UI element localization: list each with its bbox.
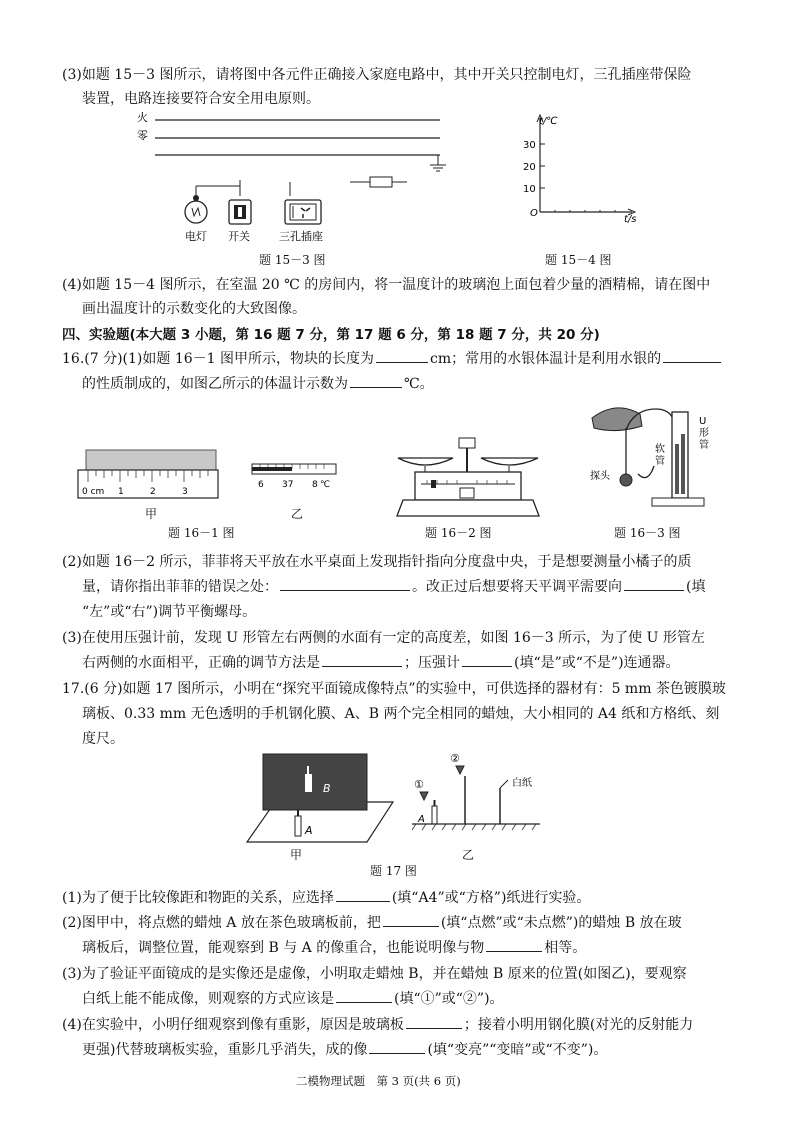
q15-3-line2: 装置，电路连接要符合安全用电原则。: [82, 91, 320, 107]
scale-plate: [460, 488, 474, 498]
probe-label: 探头: [590, 471, 610, 482]
q17-line2: 璃板、0.33 mm 无色透明的手机钢化膜、A、B 两个完全相同的蜡烛，大小相同的 A4 纸和方格纸、刻: [82, 706, 720, 722]
eye-mark-1: ①: [414, 778, 424, 791]
candle-A: [295, 816, 301, 836]
q16-line1: 16.(7 分)(1)如题 16－1 图甲所示，物块的长度为 cm；常用的水银体温计是利用水银的: [62, 348, 723, 368]
thermo-unit: ℃: [320, 480, 331, 490]
u-tube-frame: [672, 412, 688, 498]
fig-16-2-caption: 题 16－2 图: [425, 526, 492, 540]
figure-15-3-circuit: [125, 108, 455, 248]
u-tube-label: [699, 416, 712, 451]
candle-A-side: [432, 806, 437, 824]
answer-blank-thermo[interactable]: [350, 373, 402, 388]
candle-image: [305, 774, 312, 792]
u-label-char-2: 形: [699, 428, 709, 439]
socket-icon: [285, 182, 321, 224]
label-jia-17: 甲: [290, 848, 303, 862]
block: [86, 450, 216, 470]
gauge-base: [652, 498, 704, 506]
answer-blank-adjust[interactable]: [322, 652, 402, 667]
switch-icon: [229, 180, 251, 224]
page-footer: 二模物理试题 第 3 页(共 6 页): [296, 1074, 461, 1088]
mercury-column: [252, 467, 292, 471]
hose-label-char-1: 软: [655, 444, 665, 455]
y-tick-30: 30: [523, 140, 536, 151]
ground-hatching: [412, 824, 536, 830]
q16-line2: 的性质制成的，如图乙所示的体温计示数为 ℃。: [82, 373, 434, 393]
answer-blank-observe[interactable]: [336, 988, 392, 1003]
figure-16-2-balance: [393, 432, 543, 522]
figure-16-1-thermometer: [250, 462, 340, 492]
q15-4-line1: (4)如题 15－4 图所示，在室温 20 ℃ 的房间内，将一温度计的玻璃泡上面包着少量的酒精棉，请在图中: [62, 277, 711, 293]
label-A-side: A: [418, 814, 425, 825]
answer-blank-direction[interactable]: [624, 576, 684, 591]
figure-16-1-ruler: [76, 448, 221, 504]
switch-label: 开关: [228, 230, 250, 243]
white-paper-label: 白纸: [512, 778, 532, 789]
q15-4-line2: 画出温度计的示数变化的大致图像。: [82, 301, 306, 317]
q17-2-line2: 璃板后，调整位置，能观察到 B 与 A 的像重合，也能说明像与物 相等。: [82, 937, 586, 957]
q16-2-line2: 量，请你指出菲菲的错误之处： 。改正过后想要将天平调平需要向 (填: [82, 576, 705, 596]
section-4-heading: 四、实验题(本大题 3 小题，第 16 题 7 分，第 17 题 6 分，第 18 题 7 分，共 20 分): [62, 327, 600, 343]
thermo-tick-6: 6: [258, 480, 264, 490]
fig-15-4-caption: 题 15－4 图: [545, 253, 612, 267]
label-A: A: [305, 824, 313, 837]
left-pan: [398, 458, 453, 465]
q16-3-line1: (3)在使用压强计前，发现 U 形管左右两侧的水面有一定的高度差，如图 16－3 所示，为了使 U 形管左: [62, 630, 705, 646]
hose-label: [655, 442, 668, 467]
u-label-char-3: 管: [699, 440, 709, 451]
fig-16-1-caption: 题 16－1 图: [168, 526, 235, 540]
fig-17-caption: 题 17 图: [370, 864, 417, 878]
figure-17-yi: [410, 750, 550, 834]
figure-16-3-pressure-gauge: [586, 404, 726, 516]
thermo-tick-37: 37: [282, 480, 294, 490]
glass-plate: [263, 754, 367, 810]
q17-line1: 17.(6 分)如题 17 图所示，小明在“探究平面镜成像特点”的实验中，可供选择的器材有：5 mm 茶色镀膜玻: [62, 681, 726, 697]
ruler-tick-3: 3: [182, 487, 188, 497]
answer-blank-connector[interactable]: [462, 652, 512, 667]
q17-1: (1)为了便于比较像距和物距的关系，应选择 (填“A4”或“方格”)纸进行实验。: [62, 887, 590, 907]
answer-blank-mercury[interactable]: [663, 348, 721, 363]
socket-label: 三孔插座: [279, 230, 323, 243]
eye-icon-2: [456, 766, 464, 774]
wire-zero-label: 零: [137, 129, 148, 142]
x-axis-label: t/s: [624, 214, 637, 225]
q17-3-line1: (3)为了验证平面镜成的是实像还是虚像，小明取走蜡烛 B，并在蜡烛 B 原来的位置(如图乙)，要观察: [62, 966, 687, 982]
q16-2-line3: “左”或“右”)调节平衡螺母。: [82, 604, 257, 620]
thermo-tick-8: 8: [312, 480, 318, 490]
ruler-tick-2: 2: [150, 487, 156, 497]
u-tube-right-liquid: [681, 434, 685, 494]
q17-line3: 度尺。: [82, 731, 124, 747]
hand-holding-probe: [592, 408, 642, 431]
answer-blank-size[interactable]: [486, 937, 542, 952]
fig-16-3-caption: 题 16－3 图: [614, 526, 681, 540]
ruler-tick-1: 1: [118, 487, 124, 497]
answer-blank-error[interactable]: [280, 576, 410, 591]
fig-15-3-caption: 题 15－3 图: [259, 253, 326, 267]
figure-17-jia: [245, 752, 395, 844]
u-label-char-1: U: [699, 416, 707, 427]
origin-label: O: [530, 208, 538, 219]
label-yi-17: 乙: [462, 848, 475, 862]
q15-3-line1: (3)如题 15－3 图所示，请将图中各元件正确接入家庭电路中，其中开关只控制电灯，三孔插座带保险: [62, 67, 692, 83]
q17-2-line1: (2)图甲中，将点燃的蜡烛 A 放在茶色玻璃板前，把 (填“点燃”或“未点燃”)的蜡烛 B 放在玻: [62, 912, 682, 932]
answer-blank-reason[interactable]: [406, 1014, 462, 1029]
ground-symbol: [430, 155, 446, 171]
answer-blank-length[interactable]: [376, 348, 428, 363]
figure-15-4-graph: [510, 112, 650, 224]
y-tick-10: 10: [523, 184, 536, 195]
wire-fire-label: 火: [137, 111, 148, 124]
right-pan: [481, 458, 538, 465]
label-jia-16: 甲: [145, 507, 158, 521]
q16-3-line2: 右两侧的水面相平，正确的调节方法是 ；压强计 (填“是”或“不是”)连通器。: [82, 652, 680, 672]
y-axis-label: t/℃: [539, 116, 558, 127]
lamp-label: 电灯: [185, 230, 207, 243]
ruler-tick-0: 0 cm: [82, 487, 105, 497]
eye-icon-1: [420, 792, 428, 800]
eye-mark-2: ②: [450, 752, 460, 765]
label-B: B: [323, 782, 331, 795]
label-yi-16: 乙: [291, 507, 304, 521]
fuse-icon: [350, 177, 407, 187]
q16-2-line1: (2)如题 16－2 所示，菲菲将天平放在水平桌面上发现指针指向分度盘中央，于是想要测量小橘子的质: [62, 554, 692, 570]
pointer-head: [459, 438, 475, 448]
balance-stand: [397, 500, 539, 516]
rider: [431, 480, 436, 488]
u-tube-left-liquid: [675, 444, 679, 494]
q17-4-line1: (4)在实验中，小明仔细观察到像有重影，原因是玻璃板 ；接着小明用钢化膜(对光的反射能力: [62, 1014, 693, 1034]
answer-blank-paper[interactable]: [336, 887, 390, 902]
answer-blank-lit[interactable]: [383, 912, 439, 927]
q17-4-line2: 更强)代替玻璃板实验，重影几乎消失，成的像 (填“变亮”“变暗”或“不变”)。: [82, 1039, 607, 1059]
y-tick-20: 20: [523, 162, 536, 173]
hose-label-char-2: 管: [655, 456, 665, 467]
q17-3-line2: 白纸上能不能成像，则观察的方式应该是 (填“①”或“②”)。: [82, 988, 504, 1008]
answer-blank-brightness[interactable]: [369, 1039, 425, 1054]
probe-head: [620, 474, 632, 486]
